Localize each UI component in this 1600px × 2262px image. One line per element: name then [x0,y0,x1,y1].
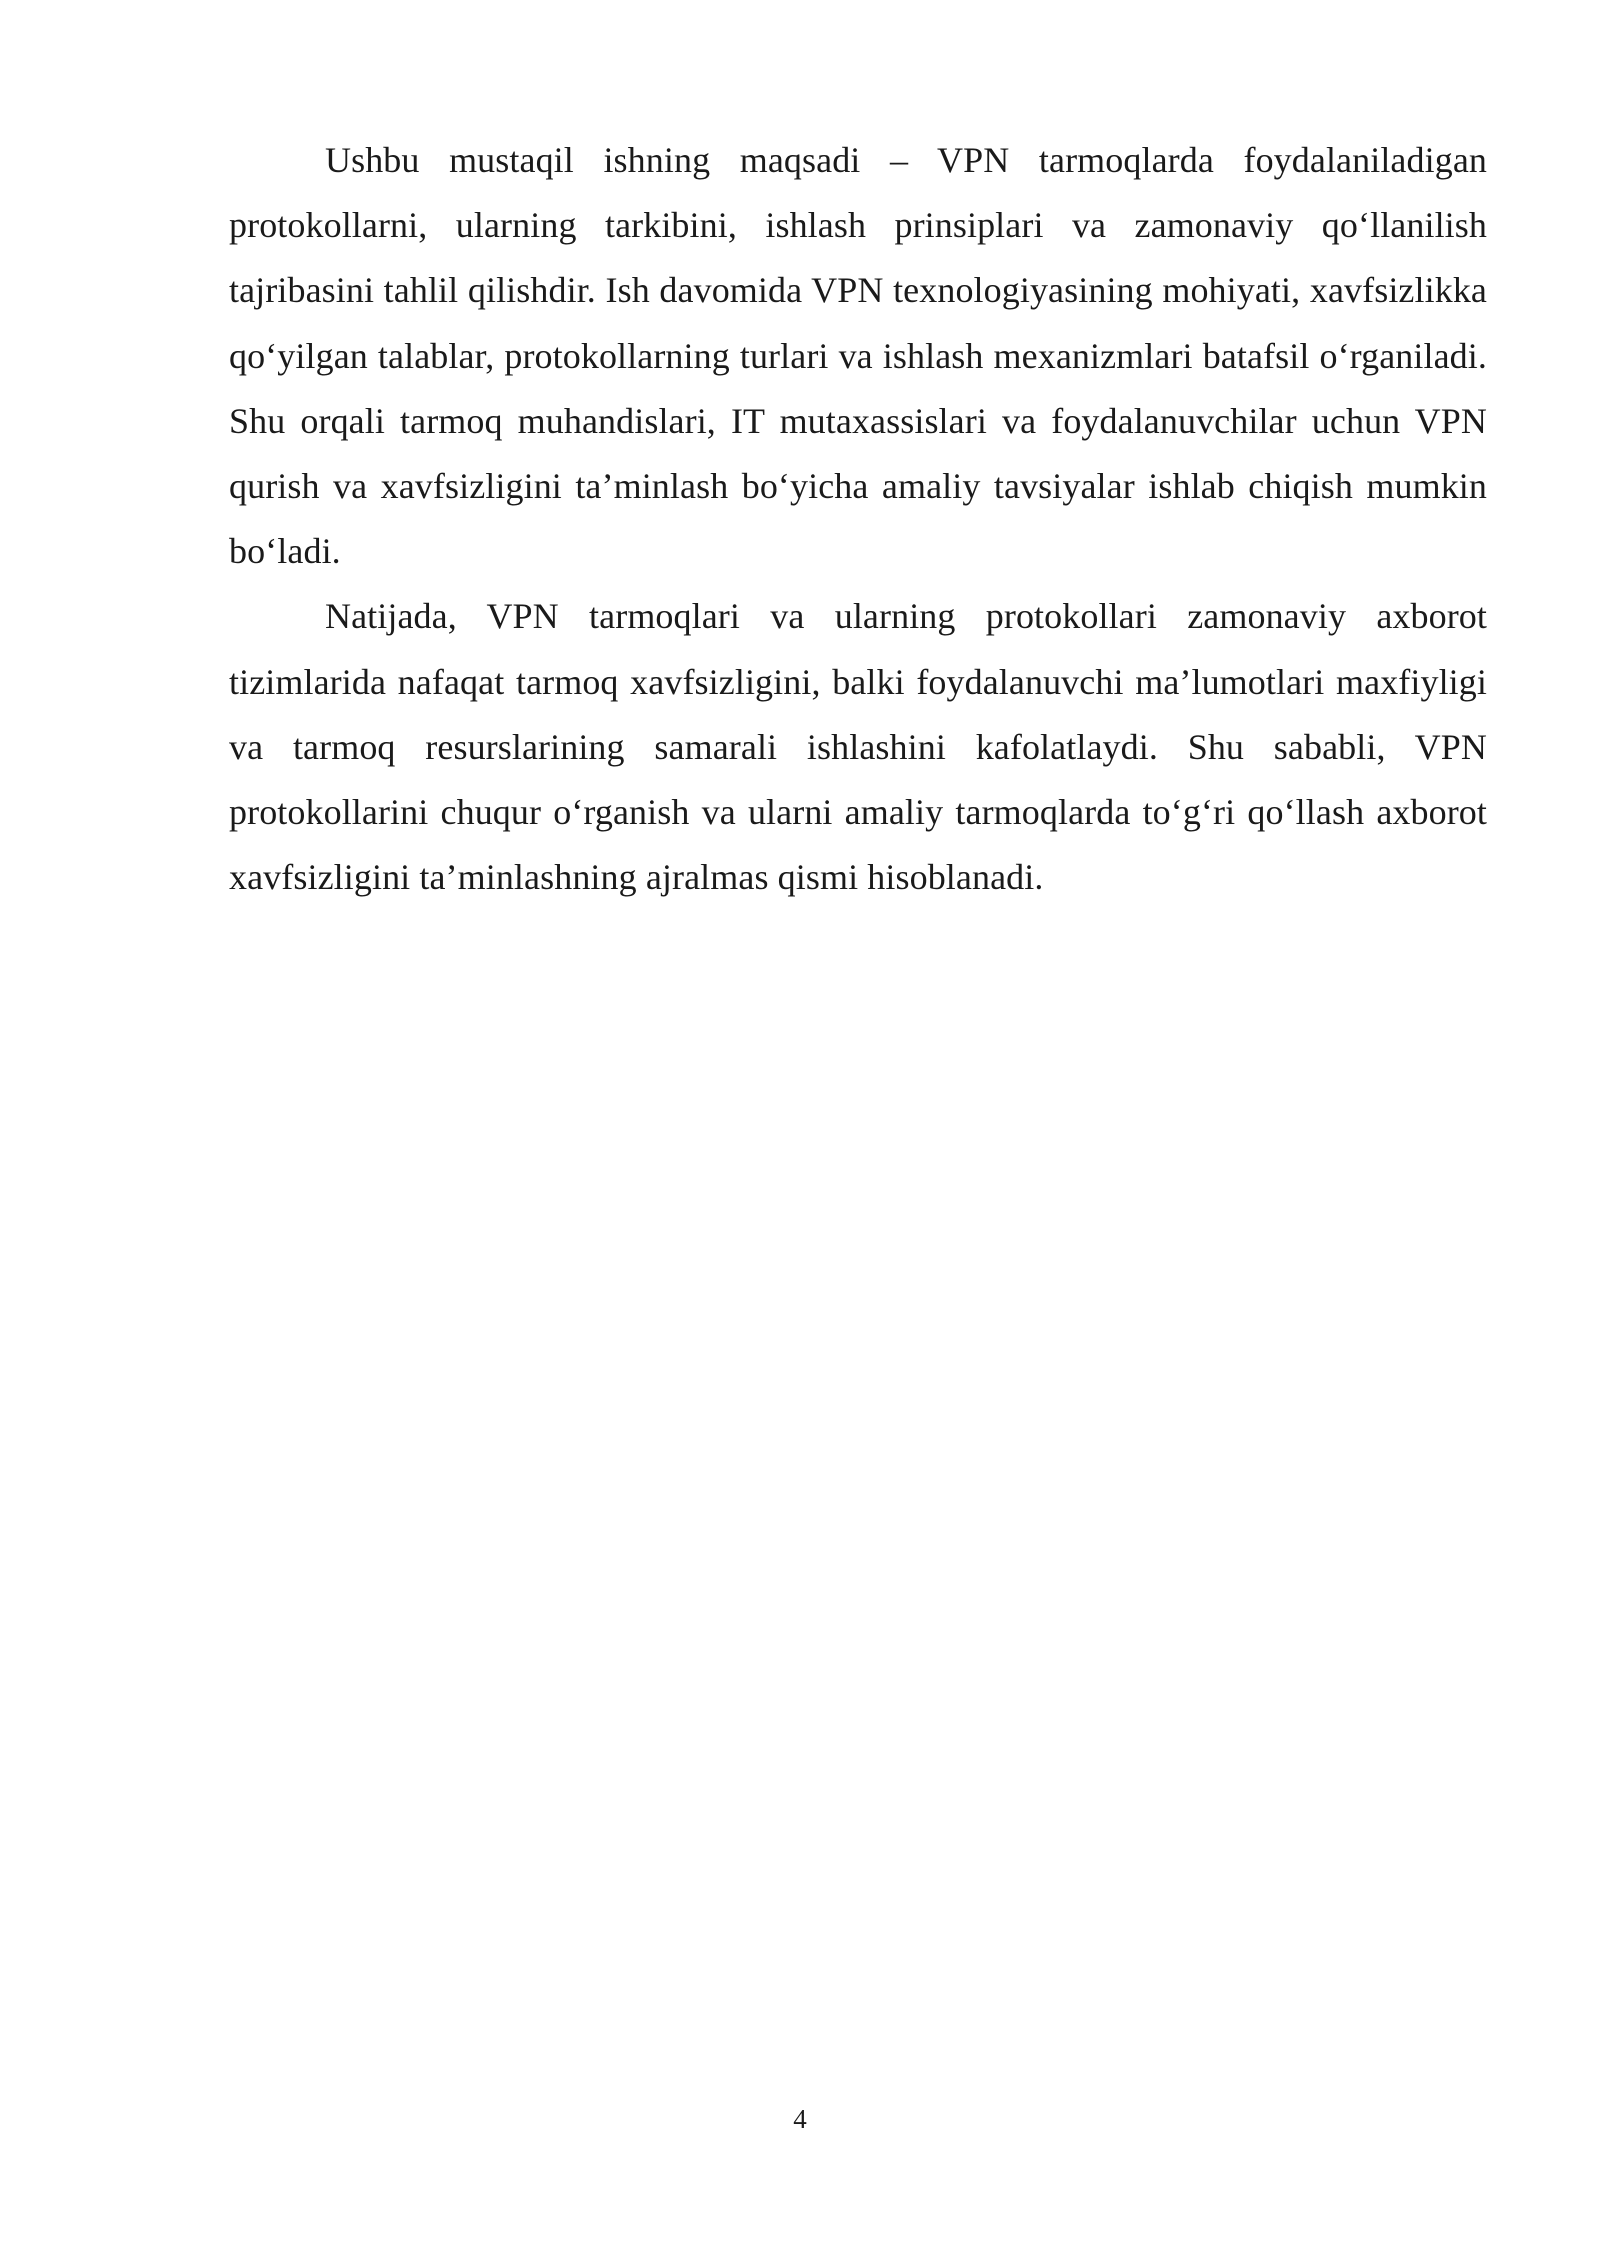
page-number: 4 [793,2104,807,2134]
paragraph-conclusion: Natijada, VPN tarmoqlari va ularning protokollari zamonaviy axborot tizimlarida nafaqat tarmoq xavfsizligini, balki foydalanuvchi ma’lumotlari maxfiyligi va tarmoq resurslarining samarali ishlashini kafolatlaydi. Shu sababli, VPN protokollarini chuqur o‘rganish va ularni amaliy tarmoqlarda to‘g‘ri qo‘llash axborot xavfsizligini ta’minlashning ajralmas qismi hisoblanadi. [229,596,1487,898]
body-text [229,128,1487,910]
paragraph-purpose: Ushbu mustaqil ishning maqsadi – VPN tarmoqlarda foydalaniladigan protokollarni, ularning tarkibini, ishlash prinsiplari va zamonaviy qo‘llanilish tajribasini tahlil qilishdir. Ish davomida VPN texnologiyasining mohiyati, xavfsizlikka qo‘yilgan talablar, protokollarning turlari va ishlash mexanizmlari batafsil o‘rganiladi. Shu orqali tarmoq muhandislari, IT mutaxassislari va foydalanuvchilar uchun VPN qurish va xavfsizligini ta’minlash bo‘yicha amaliy tavsiyalar ishlab chiqish mumkin bo‘ladi. [229,140,1487,572]
